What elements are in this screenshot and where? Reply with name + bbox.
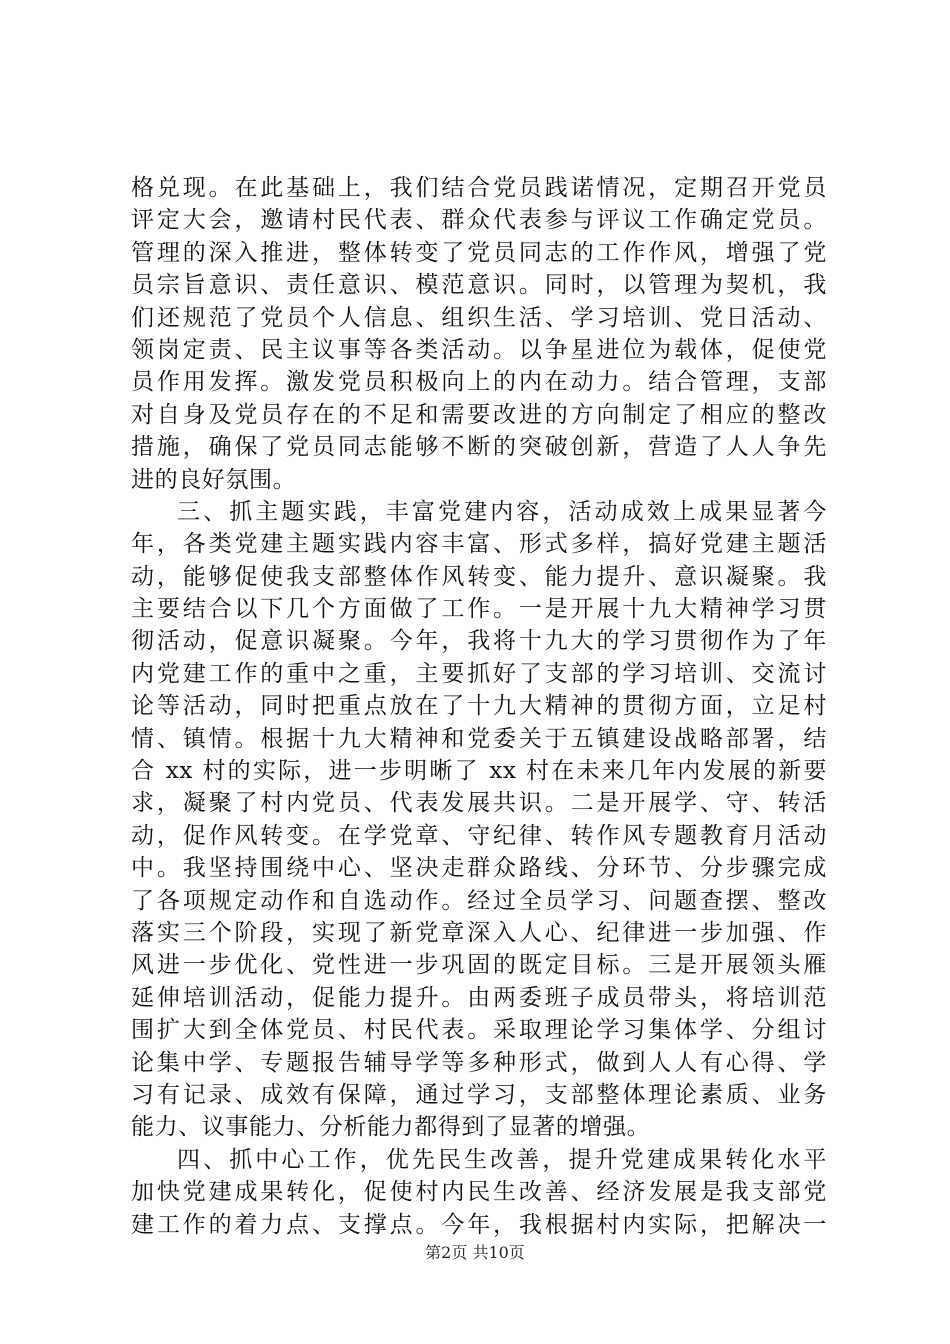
text-line: 动，促作风转变。在学党章、守纪律、转作风专题教育月活动	[131, 822, 827, 849]
text-line: 了各项规定动作和自选动作。经过全员学习、问题查摆、整改	[131, 887, 827, 914]
text-line: 落实三个阶段，实现了新党章深入人心、纪律进一步加强、作	[131, 919, 827, 946]
text-line: 管理的深入推进，整体转变了党员同志的工作作风，增强了党	[131, 239, 827, 266]
text-line: 员作用发挥。激发党员积极向上的内在动力。结合管理，支部	[131, 369, 827, 396]
text-line: 对自身及党员存在的不足和需要改进的方向制定了相应的整改	[131, 401, 827, 428]
text-line: 能力、议事能力、分析能力都得到了显著的增强。	[131, 1114, 651, 1141]
text-line: 领岗定责、民主议事等各类活动。以争星进位为载体，促使党	[131, 336, 827, 363]
text-line: 风进一步优化、党性进一步巩固的既定目标。三是开展领头雁	[131, 952, 827, 979]
paragraph	[131, 496, 827, 1144]
text-line: 论集中学、专题报告辅导学等多种形式，做到人人有心得、学	[131, 1049, 827, 1076]
text-line: 年，各类党建主题实践内容丰富、形式多样，搞好党建主题活	[131, 531, 827, 558]
text-line: 建工作的着力点、支撑点。今年，我根据村内实际，把解决一	[131, 1211, 827, 1238]
text-line: 动，能够促使我支部整体作风转变、能力提升、意识凝聚。我	[131, 563, 827, 590]
text-line: 论等活动，同时把重点放在了十九大精神的贯彻方面，立足村	[131, 693, 827, 720]
document-body	[131, 172, 827, 1241]
paragraph	[131, 172, 827, 496]
text-line: 加快党建成果转化，促使村内民生改善、经济发展是我支部党	[131, 1179, 827, 1206]
text-line: 员宗旨意识、责任意识、模范意识。同时，以管理为契机，我	[131, 272, 827, 299]
text-line: 内党建工作的重中之重，主要抓好了支部的学习培训、交流讨	[131, 660, 827, 687]
text-line: 措施，确保了党员同志能够不断的突破创新，营造了人人争先	[131, 434, 827, 461]
text-line: 们还规范了党员个人信息、组织生活、学习培训、党日活动、	[131, 304, 827, 331]
text-line: 彻活动，促意识凝聚。今年，我将十九大的学习贯彻作为了年	[131, 628, 827, 655]
text-line: 进的良好氛围。	[131, 466, 297, 493]
page-number-footer: 第2页 共10页	[425, 1243, 525, 1262]
text-line: 中。我坚持围绕中心、坚决走群众路线、分环节、分步骤完成	[131, 855, 827, 882]
text-line: 主要结合以下几个方面做了工作。一是开展十九大精神学习贯	[131, 596, 827, 623]
text-line: 求，凝聚了村内党员、代表发展共识。二是开展学、守、转活	[131, 790, 827, 817]
text-line: 情、镇情。根据十九大精神和党委关于五镇建设战略部署，结	[131, 725, 827, 752]
text-line: 四、抓中心工作，优先民生改善，提升党建成果转化水平	[177, 1146, 827, 1173]
text-line: 三、抓主题实践，丰富党建内容，活动成效上成果显著今	[177, 498, 827, 525]
text-line: 习有记录、成效有保障，通过学习，支部整体理论素质、业务	[131, 1081, 827, 1108]
text-line: 评定大会，邀请村民代表、群众代表参与评议工作确定党员。	[131, 207, 827, 234]
text-line: 格兑现。在此基础上，我们结合党员践诺情况，定期召开党员	[131, 175, 827, 201]
text-line: 合 xx 村的实际，进一步明晰了 xx 村在未来几年内发展的新要	[131, 758, 827, 785]
text-line: 延伸培训活动，促能力提升。由两委班子成员带头，将培训范	[131, 984, 827, 1011]
text-line: 围扩大到全体党员、村民代表。采取理论学习集体学、分组讨	[131, 1017, 827, 1044]
paragraph	[131, 1144, 827, 1241]
